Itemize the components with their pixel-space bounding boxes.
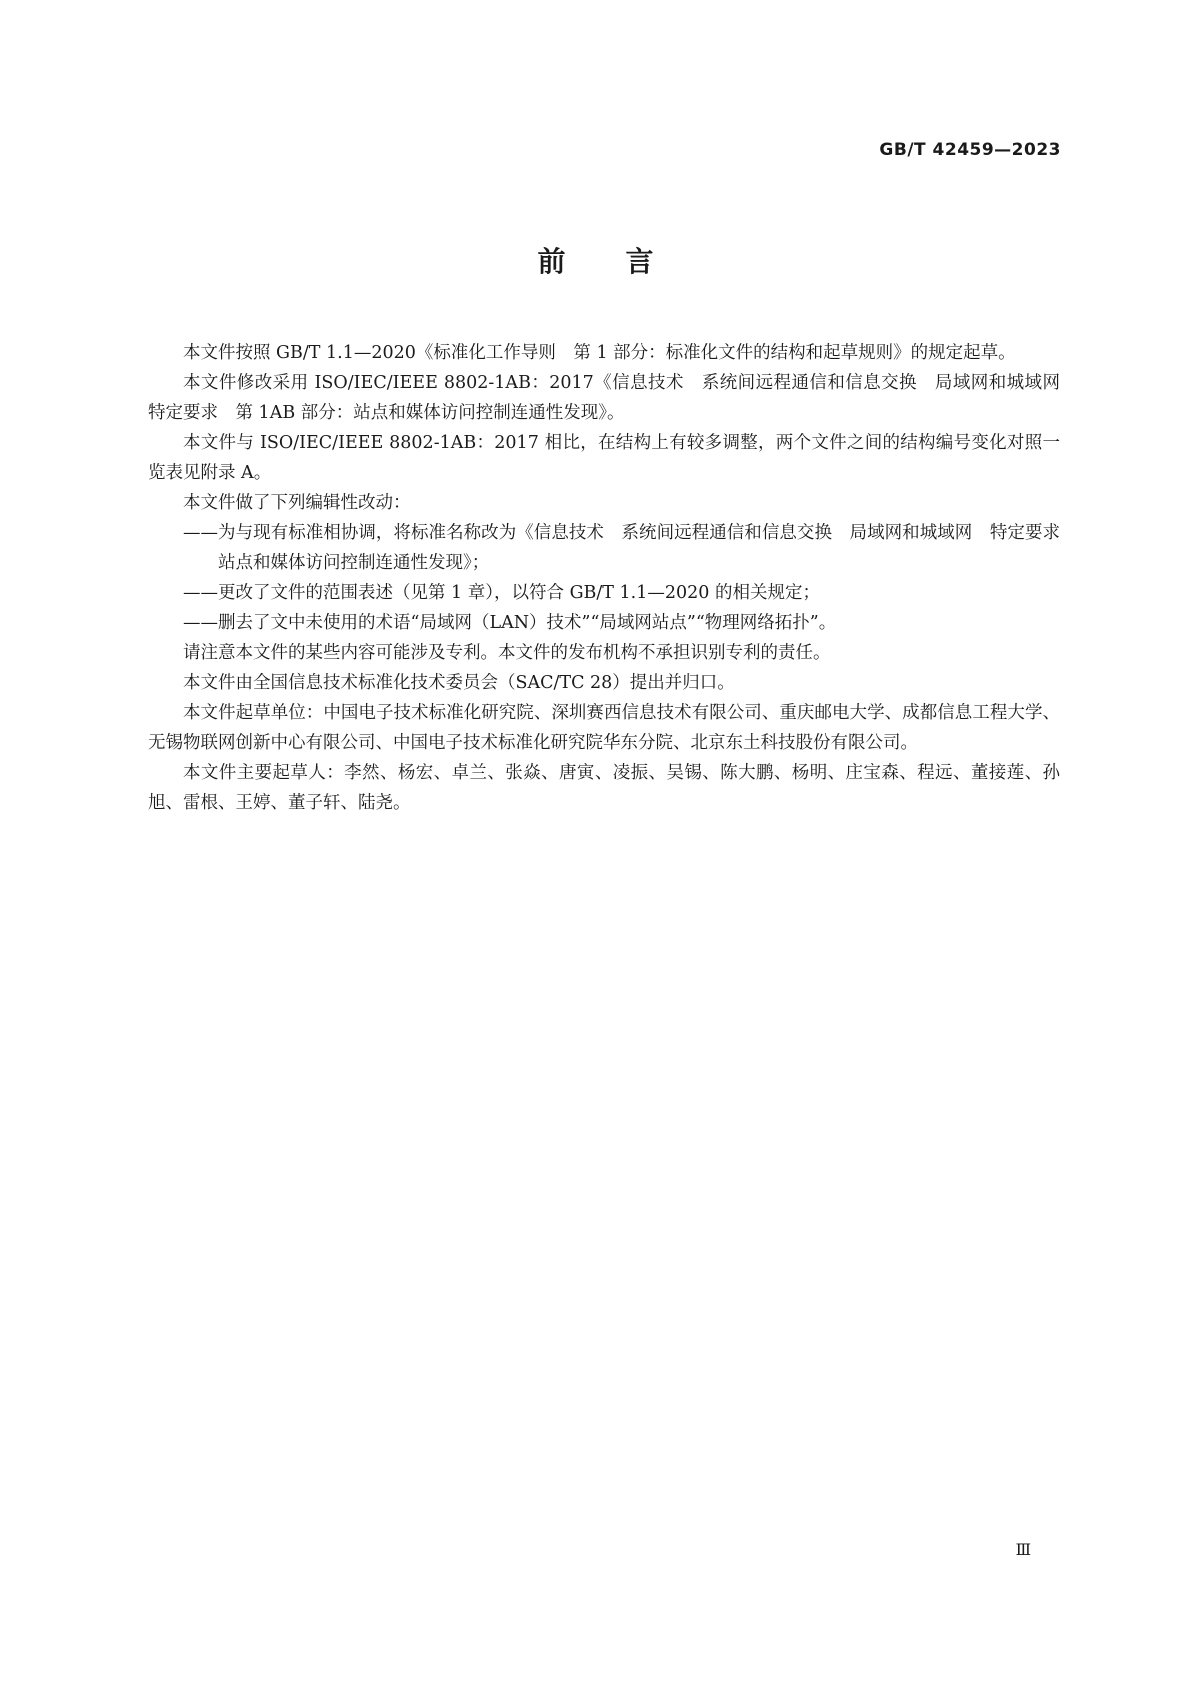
foreword-body [148, 338, 1078, 818]
paragraph-patent-notice: 请注意本文件的某些内容可能涉及专利。本文件的发布机构不承担识别专利的责任。 [183, 643, 831, 663]
page-title: 前言 [537, 245, 714, 278]
paragraph-drafting-units: 本文件起草单位：中国电子技术标准化研究院、深圳赛西信息技术有限公司、重庆邮电大学、成都信息工程大学、无锡物联网创新中心有限公司、中国电子技术标准化研究院华东分院、北京东土科技股份有限公司。 [148, 703, 1060, 753]
paragraph-proposer: 本文件由全国信息技术标准化技术委员会（SAC/TC 28）提出并归口。 [183, 673, 735, 693]
paragraph-drafting-rules: 本文件按照 GB/T 1.1—2020《标准化工作导则 第 1 部分：标准化文件的结构和起草规则》的规定起草。 [183, 343, 1016, 363]
list-item-change-name: ——为与现有标准相协调，将标准名称改为《信息技术 系统间远程通信和信息交换 局域网和城域网 特定要求 站点和媒体访问控制连通性发现》； [183, 523, 1078, 573]
list-item-change-terms: ——删去了文中未使用的术语“局域网（LAN）技术”“局域网站点”“物理网络拓扑”。 [183, 613, 837, 633]
paragraph-drafters: 本文件主要起草人：李然、杨宏、卓兰、张焱、唐寅、凌振、吴锡、陈大鹏、杨明、庄宝森、程远、董接莲、孙旭、雷根、王婷、董子轩、陆尧。 [148, 763, 1060, 813]
paragraph-editorial-changes: 本文件做了下列编辑性改动： [183, 493, 411, 513]
paragraph-adoption: 本文件修改采用 ISO/IEC/IEEE 8802-1AB：2017《信息技术 系统间远程通信和信息交换 局域网和城域网 特定要求 第 1AB 部分：站点和媒体访问控制连通性发现》。 [148, 373, 1078, 423]
list-item-change-scope: ——更改了文件的范围表述（见第 1 章），以符合 GB/T 1.1—2020 的相关规定； [183, 583, 820, 603]
paragraph-structure-comparison: 本文件与 ISO/IEC/IEEE 8802-1AB：2017 相比，在结构上有较多调整，两个文件之间的结构编号变化对照一览表见附录 A。 [148, 433, 1060, 483]
page-number: Ⅲ [1015, 1540, 1031, 1559]
standard-code: GB/T 42459—2023 [879, 140, 1061, 160]
